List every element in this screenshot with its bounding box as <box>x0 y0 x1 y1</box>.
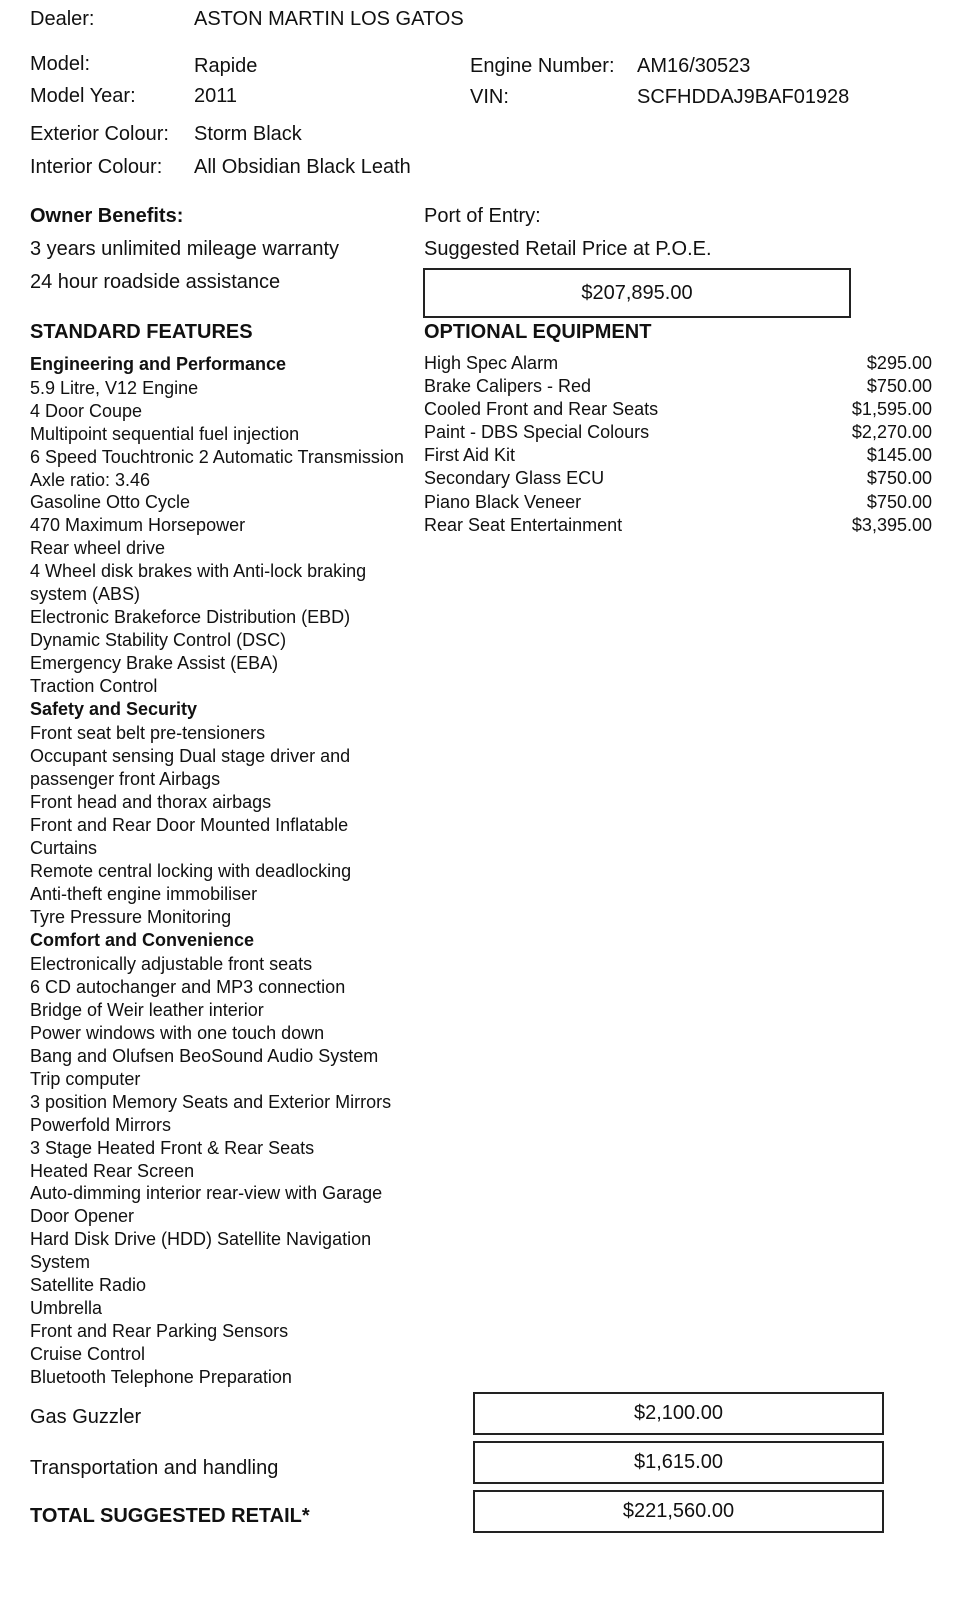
suggested-retail-label: Suggested Retail Price at P.O.E. <box>424 238 712 260</box>
feature-item: Multipoint sequential fuel injection <box>30 423 300 444</box>
standard-features-heading: STANDARD FEATURES <box>30 321 253 343</box>
feature-group-heading: Safety and Security <box>30 699 198 720</box>
engine-number-label: Engine Number: <box>470 55 615 77</box>
model-label: Model: <box>30 53 91 75</box>
interior-colour-value: All Obsidian Black Leath <box>194 156 411 178</box>
exterior-colour-label: Exterior Colour: <box>30 123 169 145</box>
feature-item: Bang and Olufsen BeoSound Audio System <box>30 1046 379 1067</box>
engine-number-value: AM16/30523 <box>637 55 751 77</box>
feature-item: Door Opener <box>30 1206 135 1227</box>
exterior-colour-value: Storm Black <box>194 123 302 145</box>
option-item-name: Brake Calipers - Red <box>424 376 592 397</box>
model-value: Rapide <box>194 55 258 77</box>
option-item-price: $145.00 <box>866 445 932 466</box>
option-item-name: Secondary Glass ECU <box>424 468 605 489</box>
feature-item: Electronically adjustable front seats <box>30 954 313 975</box>
feature-item: 470 Maximum Horsepower <box>30 515 246 536</box>
option-item-price: $2,270.00 <box>851 422 932 443</box>
suggested-retail-price-box <box>423 268 851 318</box>
option-item-price: $750.00 <box>866 376 932 397</box>
owner-benefits-heading: Owner Benefits: <box>30 205 184 227</box>
total-box <box>473 1490 884 1533</box>
feature-item: 4 Wheel disk brakes with Anti-lock braking <box>30 561 367 582</box>
feature-item: 6 CD autochanger and MP3 connection <box>30 977 346 998</box>
feature-item: Powerfold Mirrors <box>30 1114 172 1135</box>
feature-item: Front and Rear Door Mounted Inflatable <box>30 815 349 836</box>
option-item-name: High Spec Alarm <box>424 353 559 373</box>
optional-equipment-heading: OPTIONAL EQUIPMENT <box>424 321 652 343</box>
feature-item: Hard Disk Drive (HDD) Satellite Navigation <box>30 1229 372 1250</box>
transportation-box <box>473 1441 884 1484</box>
option-item-name: First Aid Kit <box>424 445 516 466</box>
feature-item: 4 Door Coupe <box>30 400 143 421</box>
feature-item: Axle ratio: 3.46 <box>30 469 151 490</box>
owner-benefit-item: 24 hour roadside assistance <box>30 271 281 293</box>
owner-benefit-item: 3 years unlimited mileage warranty <box>30 238 340 260</box>
feature-item: Bluetooth Telephone Preparation <box>30 1366 292 1387</box>
dealer-label: Dealer: <box>30 8 95 30</box>
optional-equipment-list <box>424 352 658 537</box>
feature-item: Remote central locking with deadlocking <box>30 860 352 881</box>
optional-equipment-prices <box>852 352 932 537</box>
option-item-price: $1,595.00 <box>851 399 932 420</box>
feature-item: system (ABS) <box>30 584 141 605</box>
feature-item: Electronic Brakeforce Distribution (EBD) <box>30 606 351 627</box>
feature-item: Auto-dimming interior rear-view with Garage <box>30 1183 383 1204</box>
feature-item: 3 Stage Heated Front & Rear Seats <box>30 1137 315 1158</box>
feature-item: Heated Rear Screen <box>30 1160 195 1181</box>
interior-colour-label: Interior Colour: <box>30 156 163 178</box>
total-label: TOTAL SUGGESTED RETAIL* <box>30 1505 310 1527</box>
option-item-price: $750.00 <box>866 468 932 489</box>
feature-item: Curtains <box>30 837 98 858</box>
feature-item: 3 position Memory Seats and Exterior Mirrors <box>30 1091 392 1112</box>
feature-item: Front head and thorax airbags <box>30 792 272 813</box>
model-year-label: Model Year: <box>30 85 136 107</box>
feature-item: Emergency Brake Assist (EBA) <box>30 652 279 673</box>
feature-item: Traction Control <box>30 675 158 696</box>
feature-item: Front seat belt pre-tensioners <box>30 723 266 744</box>
transportation-label: Transportation and handling <box>30 1457 279 1479</box>
feature-group-heading: Engineering and Performance <box>30 354 287 374</box>
option-item-price: $750.00 <box>866 491 932 512</box>
vin-label: VIN: <box>470 86 509 108</box>
option-item-price: $295.00 <box>866 353 932 373</box>
total-value: $221,560.00 <box>622 1500 735 1522</box>
gas-guzzler-label: Gas Guzzler <box>30 1406 142 1428</box>
feature-item: Satellite Radio <box>30 1274 147 1295</box>
suggested-retail-price: $207,895.00 <box>581 281 693 304</box>
feature-item: Umbrella <box>30 1297 103 1318</box>
port-of-entry-label: Port of Entry: <box>424 205 541 227</box>
vin-value: SCFHDDAJ9BAF01928 <box>637 86 850 108</box>
option-item-price: $3,395.00 <box>851 514 932 535</box>
model-year-value: 2011 <box>194 85 238 107</box>
feature-item: Bridge of Weir leather interior <box>30 1000 264 1021</box>
feature-item: Front and Rear Parking Sensors <box>30 1320 289 1341</box>
feature-item: Dynamic Stability Control (DSC) <box>30 629 287 650</box>
option-item-name: Rear Seat Entertainment <box>424 514 623 535</box>
feature-item: 6 Speed Touchtronic 2 Automatic Transmission <box>30 446 404 467</box>
feature-item: Rear wheel drive <box>30 538 166 559</box>
feature-item: System <box>30 1252 91 1273</box>
feature-item: Occupant sensing Dual stage driver and <box>30 746 351 767</box>
option-item-name: Cooled Front and Rear Seats <box>424 399 659 420</box>
feature-item: 5.9 Litre, V12 Engine <box>30 378 199 398</box>
standard-features-list <box>30 352 404 1388</box>
feature-group-heading: Comfort and Convenience <box>30 930 255 951</box>
option-item-name: Paint - DBS Special Colours <box>424 422 650 443</box>
feature-item: passenger front Airbags <box>30 769 221 790</box>
gas-guzzler-value: $2,100.00 <box>634 1402 723 1424</box>
gas-guzzler-box <box>473 1392 884 1435</box>
feature-item: Power windows with one touch down <box>30 1023 325 1044</box>
feature-item: Trip computer <box>30 1068 141 1089</box>
feature-item: Cruise Control <box>30 1343 146 1364</box>
dealer-value: ASTON MARTIN LOS GATOS <box>194 8 464 30</box>
option-item-name: Piano Black Veneer <box>424 491 582 512</box>
feature-item: Tyre Pressure Monitoring <box>30 906 232 927</box>
feature-item: Gasoline Otto Cycle <box>30 492 191 513</box>
feature-item: Anti-theft engine immobiliser <box>30 883 258 904</box>
transportation-value: $1,615.00 <box>634 1451 723 1473</box>
